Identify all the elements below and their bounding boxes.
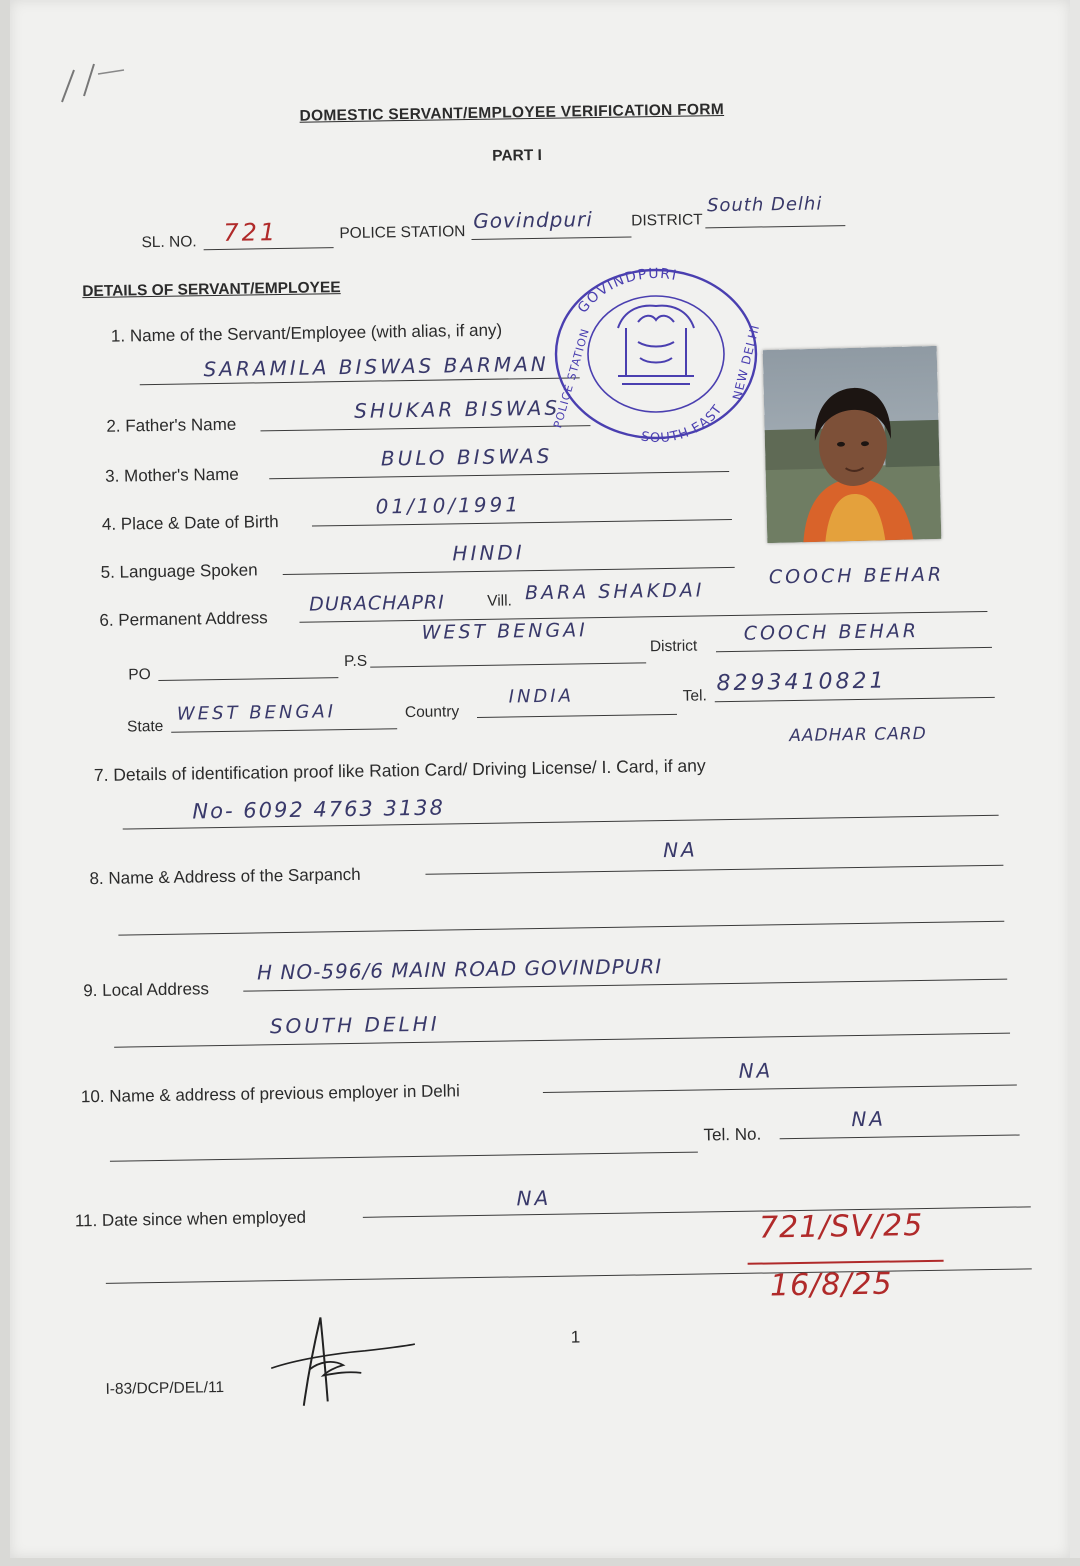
perm-address-value: DURACHAPRI [309, 591, 445, 616]
mother-value: BULO BISWAS [380, 443, 553, 471]
sarpanch-label: 8. Name & Address of the Sarpanch [89, 864, 361, 889]
local-address-value: H NO-596/6 MAIN ROAD GOVINDPURI [256, 954, 663, 985]
tel-line [715, 697, 995, 702]
svg-text:GOVINDPURI [575, 266, 679, 317]
district-label: DISTRICT [631, 211, 703, 230]
seal-text-top: GOVINDPURI [574, 265, 680, 317]
red-date: 16/8/25 [769, 1266, 893, 1304]
sarpanch-line-2 [118, 921, 1004, 936]
red-reference-number: 721/SV/25 [758, 1208, 924, 1246]
seal-text-right: NEW DELHI [729, 322, 763, 402]
form-code: I-83/DCP/DEL/11 [105, 1379, 225, 1398]
country-value: INDIA [508, 685, 575, 708]
po-line [158, 677, 338, 681]
tel-value: 8293410821 [716, 668, 887, 697]
police-station-value: Govindpuri [473, 207, 594, 233]
prev-employer-line-2 [110, 1152, 698, 1162]
country-line [477, 714, 677, 718]
state-line [171, 728, 397, 733]
red-underline [748, 1260, 944, 1265]
national-emblem-icon [618, 306, 694, 384]
district-value: South Delhi [706, 193, 823, 217]
employed-since-line [363, 1206, 1031, 1217]
prev-employer-line [543, 1085, 1017, 1093]
employed-since-label: 11. Date since when employed [74, 1207, 307, 1231]
local-address-line-2 [114, 1033, 1010, 1048]
seal-text-bottom: SOUTH EAST [639, 402, 726, 444]
vill-value: BARA SHAKDAI [524, 579, 705, 605]
police-station-label: POLICE STATION [339, 223, 466, 243]
birth-label: 4. Place & Date of Birth [101, 512, 279, 534]
district-value-6: COOCH BEHAR [743, 620, 920, 645]
state-label: State [126, 717, 164, 736]
form-title: DOMESTIC SERVANT/EMPLOYEE VERIFICATION FORM [299, 101, 725, 125]
prev-employer-label: 10. Name & address of previous employer in Delhi [80, 1081, 460, 1107]
id-value-2: No- 6092 4763 3138 [192, 795, 446, 824]
page-number: 1 [570, 1327, 581, 1347]
state-value: WEST BENGAI [176, 701, 337, 725]
local-address-line2: SOUTH DELHI [269, 1011, 440, 1039]
perm-address-label: 6. Permanent Address [99, 608, 268, 630]
language-label: 5. Language Spoken [100, 560, 258, 582]
po-label: PO [128, 666, 151, 684]
sl-no-label: SL. NO. [141, 233, 197, 252]
form-part: PART I [492, 146, 542, 165]
prev-employer-value: NA [738, 1058, 774, 1083]
sl-no-line [204, 247, 334, 250]
seal-text-left: POLICE STATION [551, 326, 593, 430]
police-station-seal [548, 258, 764, 444]
prev-tel-label: Tel. No. [703, 1124, 762, 1145]
mother-label: 3. Mother's Name [105, 464, 239, 486]
language-value: HINDI [452, 540, 525, 566]
country-label: Country [404, 703, 460, 722]
section-title: DETAILS OF SERVANT/EMPLOYEE [82, 279, 341, 301]
ps-line [370, 662, 646, 667]
employee-photo [763, 346, 942, 543]
language-line [283, 567, 735, 575]
sl-no-value: 721 [223, 218, 279, 247]
name-label: 1. Name of the Servant/Employee (with alias, if any) [110, 320, 503, 346]
prev-tel-value: NA [851, 1106, 887, 1132]
id-value-1: AADHAR CARD [789, 723, 927, 747]
name-value: SARAMILA BISWAS BARMAN [203, 351, 549, 382]
father-line [260, 425, 590, 431]
district-label-6: District [649, 637, 698, 656]
father-value: SHUKAR BISWAS [353, 395, 561, 423]
father-label: 2. Father's Name [106, 414, 237, 436]
birth-line [312, 519, 732, 527]
prev-tel-line [780, 1135, 1020, 1140]
vill-label: Vill. [487, 592, 513, 610]
birth-value: 01/10/1991 [375, 492, 522, 519]
id-label: 7. Details of identification proof like Ration Card/ Driving License/ I. Card, if any [93, 755, 706, 786]
police-station-line [471, 236, 631, 240]
perm-address-cont: COOCH BEHAR [768, 563, 945, 589]
district-line [705, 225, 845, 228]
local-address-label: 9. Local Address [83, 979, 210, 1001]
employed-since-value: NA [516, 1185, 552, 1211]
signature [264, 1308, 426, 1415]
sarpanch-line [425, 865, 1003, 875]
mother-line [269, 471, 729, 479]
sarpanch-value: NA [662, 837, 698, 863]
employed-since-line-2 [106, 1268, 1032, 1284]
tel-label: Tel. [682, 687, 707, 705]
ps-label: P.S [343, 652, 368, 671]
district-line-6 [716, 647, 992, 652]
perm-address-line2: WEST BENGAI [421, 619, 588, 644]
